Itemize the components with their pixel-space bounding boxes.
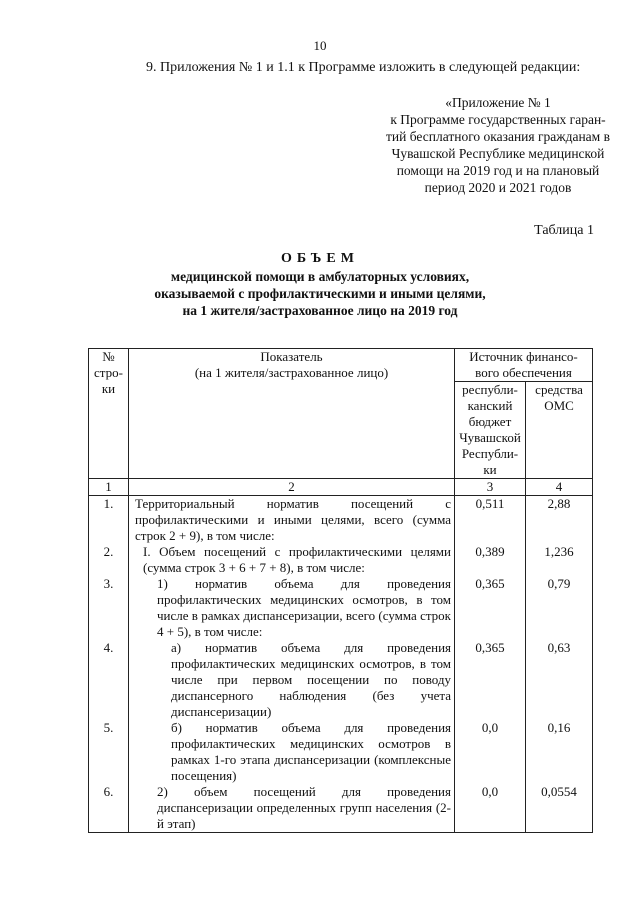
column-number: 3 [455, 479, 526, 496]
row-budget-value: 0,511 [455, 496, 526, 545]
row-number: 6. [89, 784, 129, 833]
appendix-line: к Программе государственных гаран- [390, 112, 606, 127]
row-oms-value: 0,0554 [526, 784, 593, 833]
page-number: 10 [313, 38, 327, 53]
appendix-line: тий бесплатного оказания гражданам в [386, 129, 610, 144]
column-number: 2 [129, 479, 455, 496]
title-line: на 1 жителя/застрахованное лицо на 2019 год [182, 303, 458, 318]
table-label: Таблица 1 [534, 223, 594, 238]
row-number: 3. [89, 576, 129, 640]
column-number: 1 [89, 479, 129, 496]
appendix-line: период 2020 и 2021 годов [424, 180, 572, 195]
header-indicator-subtitle: (на 1 жителя/застрахованное лицо) [194, 365, 389, 380]
intro-paragraph: 9. Приложения № 1 и 1.1 к Программе изложить в следующей редакции: [146, 60, 581, 75]
header-indicator-title: Показатель [260, 349, 323, 364]
row-budget-value: 0,365 [455, 640, 526, 720]
table-row [89, 640, 593, 720]
row-number: 1. [89, 496, 129, 545]
appendix-line: Чувашской Республике медицинской [391, 146, 605, 161]
row-number: 2. [89, 544, 129, 576]
row-oms-value: 1,236 [526, 544, 593, 576]
document-title [0, 250, 640, 319]
row-oms-value: 2,88 [526, 496, 593, 545]
row-oms-value: 0,79 [526, 576, 593, 640]
row-indicator: б) норматив объема для проведения профилактических медицинских осмотров в рамках 1-го этапа диспансеризации (комплексные посещения) [129, 720, 455, 784]
table-row [89, 544, 593, 576]
title-main: ОБЪЕМ [281, 251, 359, 266]
column-number: 4 [526, 479, 593, 496]
row-indicator: Территориальный норматив посещений с профилактическими и иными целями, всего (сумма строк 2 + 9), в том числе: [129, 496, 455, 545]
appendix-header [378, 94, 618, 196]
row-indicator: 1) норматив объема для проведения профилактических медицинских осмотров, в том числе в рамках диспансеризации, всего (сумма строк 4 + 5), в том числе: [129, 576, 455, 640]
title-line: медицинской помощи в амбулаторных условиях, [170, 269, 470, 284]
row-budget-value: 0,0 [455, 784, 526, 833]
row-number: 4. [89, 640, 129, 720]
row-budget-value: 0,365 [455, 576, 526, 640]
header-republic-budget: республи-канский бюджет Чувашской Республи-ки [455, 382, 526, 479]
row-number: 5. [89, 720, 129, 784]
appendix-line: «Приложение № 1 [445, 95, 551, 110]
table-row [89, 784, 593, 833]
row-budget-value: 0,0 [455, 720, 526, 784]
table-row [89, 720, 593, 784]
header-oms-funds: средства ОМС [526, 382, 593, 479]
title-line: оказываемой с профилактическими и иными целями, [154, 286, 486, 301]
row-indicator: а) норматив объема для проведения профилактических медицинских осмотров, в том числе при первом посещении по поводу диспансерного наблюдения (без учета диспансеризации) [129, 640, 455, 720]
table-row [89, 576, 593, 640]
row-budget-value: 0,389 [455, 544, 526, 576]
header-funding-source: Источник финансо-вого обеспечения [455, 349, 593, 382]
table-row [89, 496, 593, 545]
appendix-line: помощи на 2019 год и на плановый [396, 163, 600, 178]
row-oms-value: 0,16 [526, 720, 593, 784]
row-oms-value: 0,63 [526, 640, 593, 720]
header-indicator [129, 349, 455, 479]
header-row-number: № стро-ки [89, 349, 129, 479]
volume-table [88, 348, 593, 833]
row-indicator: 2) объем посещений для проведения диспансеризации определенных групп населения (2-й этап) [129, 784, 455, 833]
row-indicator: I. Объем посещений с профилактическими целями (сумма строк 3 + 6 + 7 + 8), в том числе: [129, 544, 455, 576]
